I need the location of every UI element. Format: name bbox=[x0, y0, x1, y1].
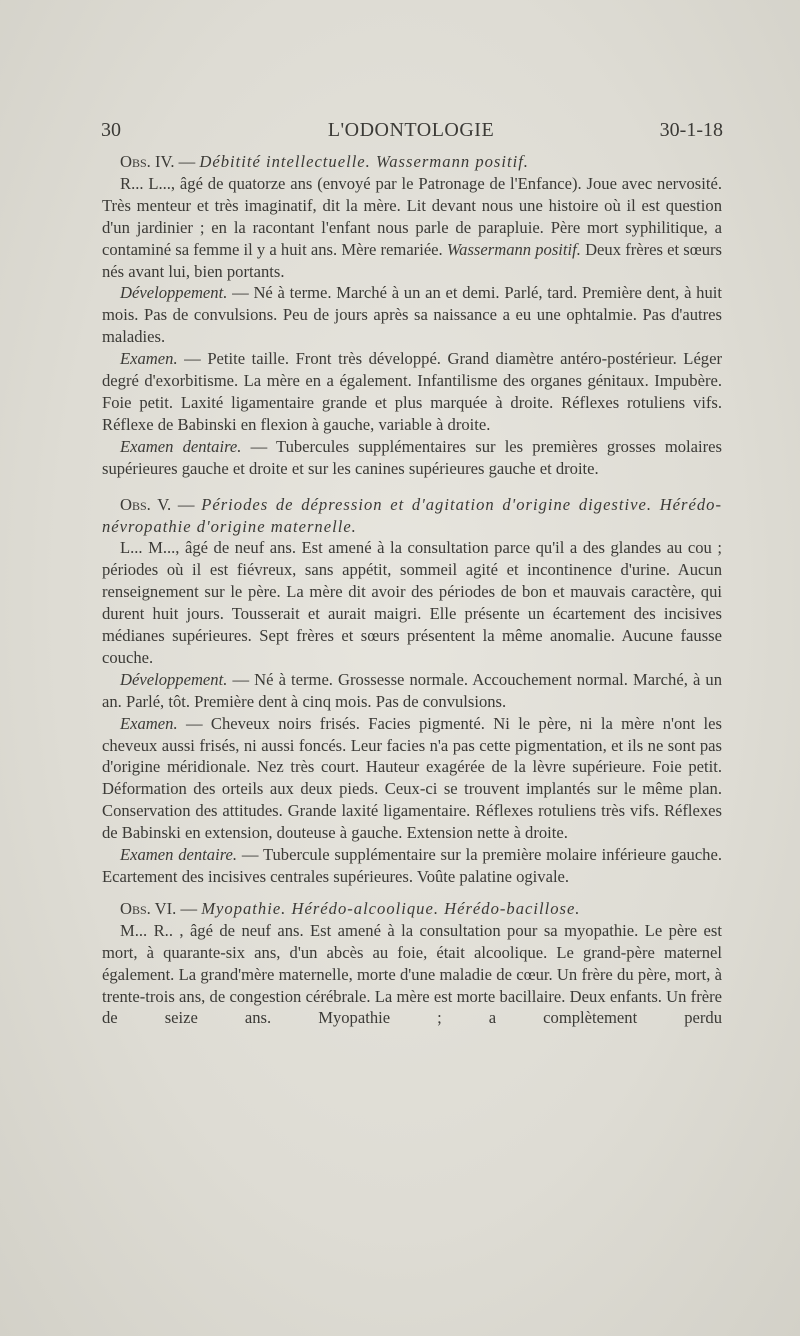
obs6-history-text: M... R.. , âgé de neuf ans. Est amené à la consultation pour sa myopathie. Le père est mort, à quarante-six ans, d'un abcès au foie, était alcoolique. Le grand-père maternel également. La grand'mère maternelle, morte d'une maladie de cœur. Un frère du père, mort, à trente-trois ans, de congestion cérébrale. La mère est morte bacillaire. bbox=[102, 920, 722, 1006]
obs4-development-text: — Né à terme. Marché à un an et demi. Parlé, tard. Première dent, à huit mois. Pas de convulsions. Peu de jours après sa naissance a eu une ophtalmie. Pas d'autres maladies. bbox=[102, 283, 722, 347]
obs6-history bbox=[102, 920, 722, 1030]
obs5-dental bbox=[102, 844, 722, 888]
obs5-dental-label: Examen dentaire. bbox=[120, 845, 238, 865]
obs5-dental-text: — Tubercule supplémentaire sur la première molaire inférieure gauche. Ecartement des incisives centrales supérieures. Voûte palatine ogivale. bbox=[102, 845, 722, 886]
obs5-label: Obs. V. — bbox=[120, 494, 195, 514]
obs4-exam-label: Examen. bbox=[120, 349, 178, 369]
obs5-title: Périodes de dépression et d'agitation d'origine digestive. Hérédo-névropathie d'origine maternelle. bbox=[102, 494, 722, 536]
obs4-title: Débitité intellectuelle. Wassermann positif. bbox=[199, 152, 529, 171]
obs6-label: Obs. VI. — bbox=[120, 898, 198, 918]
obs4-dental bbox=[102, 436, 722, 480]
obs4-wassermann: Wassermann positif. bbox=[446, 239, 581, 259]
obs4-development bbox=[102, 282, 722, 348]
obs5-development bbox=[102, 669, 722, 713]
obs5-exam-text: — Cheveux noirs frisés. Facies pigmenté. Ni le père, ni la mère n'ont les cheveux aussi frisés, ni aussi foncés. Leur facies n'a pas cette pigmentation, et ils ne sont pas d'origine méridionale. Nez très court. Hauteur exagérée de la lèvre supérieure. Foie petit. Déformation des orteils aux deux pieds. Ceux-ci se trouvent implantés sur le même plan. Conservation des attitudes. Grande laxité ligamentaire. Réflexes rotuliens très vifs. Réflexes de Babinski en extension, douteuse à gauche. Extension nette à droite. bbox=[102, 713, 722, 843]
article-body bbox=[102, 151, 722, 1029]
page-number: 30 bbox=[101, 119, 121, 141]
obs5-heading bbox=[102, 494, 722, 538]
obs5-exam bbox=[102, 713, 722, 844]
obs5-history bbox=[102, 537, 722, 668]
obs5-exam-label: Examen. bbox=[120, 713, 178, 733]
obs4-dental-label: Examen dentaire. bbox=[120, 436, 242, 456]
obs4-dental-text: — Tubercules supplémentaires sur les premières grosses molaires supérieures gauche et droite et sur les canines supérieures gauche et droite. bbox=[102, 436, 722, 478]
obs4-development-label: Développement. bbox=[120, 283, 228, 303]
obs4-exam bbox=[102, 348, 722, 436]
running-head bbox=[101, 119, 721, 149]
issue-date: 30-1-18 bbox=[659, 119, 723, 141]
obs4-label: Obs. IV. — bbox=[120, 152, 196, 171]
obs5-development-text: — Né à terme. Grossesse normale. Accouchement normal. Marché, à un an. Parlé, tôt. Première dent à cinq mois. Pas de convulsions. bbox=[102, 669, 722, 711]
obs4-history-end: Deux frères et sœurs nés avant lui, bien portants. bbox=[102, 239, 722, 281]
journal-title: L'ODONTOLOGIE bbox=[327, 119, 495, 141]
obs4-heading bbox=[102, 151, 722, 173]
obs4-exam-text: — Petite taille. Front très développé. Grand diamètre antéro-postérieur. Léger degré d'exorbitisme. La mère en a également. Infantilisme des organes génitaux. Impubère. Foie petit. Laxité ligamentaire grande et plus marquée à droite. Réflexes rotuliens vifs. Réflexe de Babinski en flexion à gauche, variable à droite. bbox=[102, 349, 722, 434]
obs5-development-label: Développement. bbox=[120, 669, 228, 689]
obs4-history bbox=[102, 173, 722, 283]
obs4-history-text: R... L..., âgé de quatorze ans (envoyé par le Patronage de l'Enfance). Joue avec nervosité. Très menteur et très imaginatif, dit la mère. Lit devant nous une histoire où il est question d'un jardinier ; en la racontant l'enfant nous parle de parapluie. Père mort syphilitique, a contaminé sa femme il y a huit ans. Mère remariée. bbox=[102, 173, 722, 259]
obs5-history-text: L... M..., âgé de neuf ans. Est amené à la consultation parce qu'il a des glandes au cou ; périodes où il est fiévreux, sans appétit, sommeil agité et incontinence d'urine. Aucun renseignement sur le père. La mère dit avoir des périodes de bon et mauvais caractère, qui durent huit jours. Tousserait et aurait maigri. Elle présente un écartement des incisives médianes supérieures. Sept frères et sœurs présentent la même anomalie. Aucune fausse couche. bbox=[102, 538, 722, 667]
obs6-history-end: Deux enfants. Un frère de seize ans. Myopathie ; a complètement perdu bbox=[102, 986, 722, 1028]
obs6-title: Myopathie. Hérédo-alcoolique. Hérédo-bacillose. bbox=[201, 898, 581, 918]
obs6-heading bbox=[102, 898, 722, 920]
